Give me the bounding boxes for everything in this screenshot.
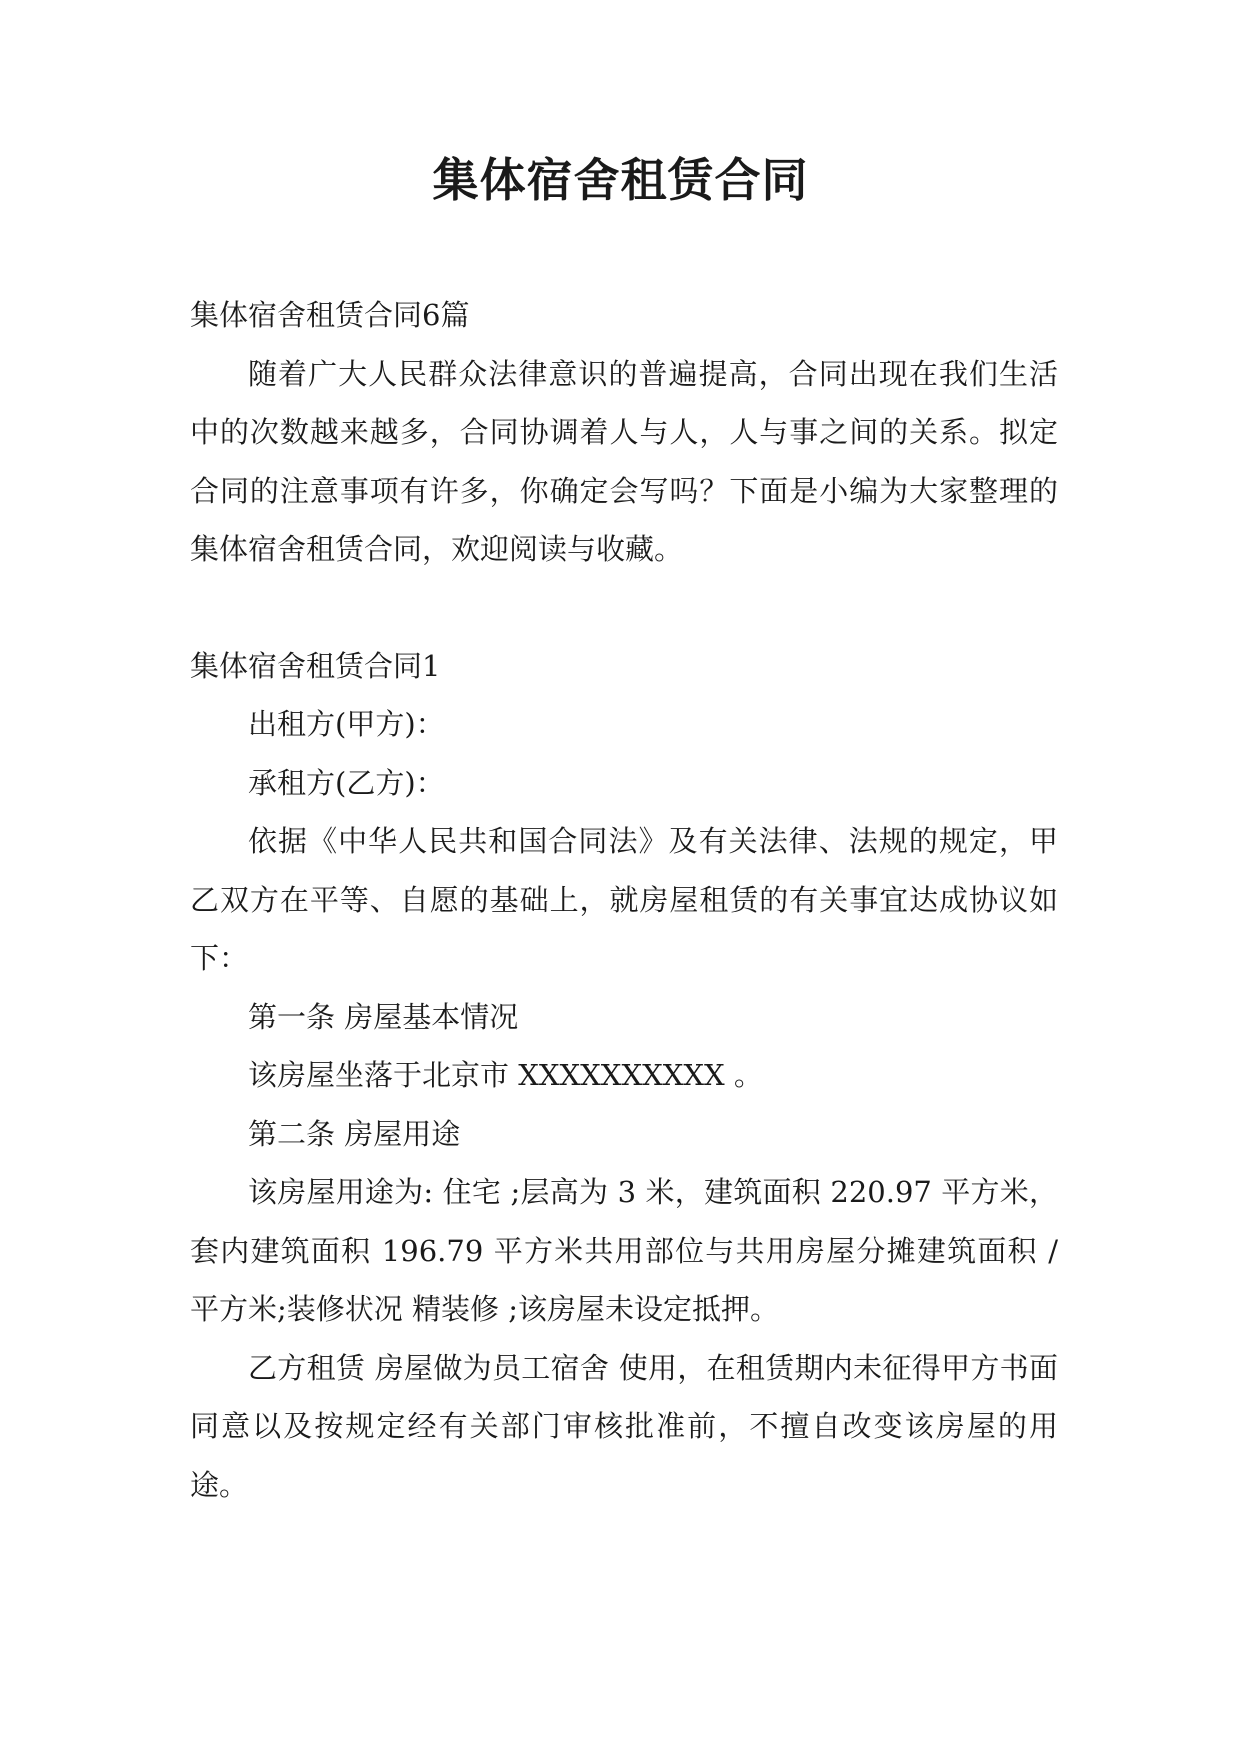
article-2-body: 该房屋用途为: 住宅 ;层高为 3 米，建筑面积 220.97 平方米，套内建筑面积 196.79 平方米共用部位与共用房屋分摊建筑面积 / 平方米;装修状况 精装修 ;该房屋未设定抵押。 bbox=[190, 1175, 1058, 1326]
paragraph-gap bbox=[190, 579, 1058, 637]
document-title: 集体宿舍租赁合同 bbox=[432, 153, 809, 207]
article-2-usage: 乙方租赁 房屋做为员工宿舍 使用，在租赁期内未征得甲方书面同意以及按规定经有关部门审核批准前，不擅自改变该房屋的用途。 bbox=[190, 1350, 1058, 1502]
basis-paragraph: 依据《中华人民共和国合同法》及有关法律、法规的规定，甲乙双方在平等、自愿的基础上，就房屋租赁的有关事宜达成协议如下： bbox=[190, 824, 1058, 975]
intro-paragraph: 随着广大人民群众法律意识的普遍提高，合同出现在我们生活中的次数越来越多，合同协调着人与人，人与事之间的关系。拟定合同的注意事项有许多，你确定会写吗？下面是小编为大家整理的集体宿舍租赁合同，欢迎阅读与收藏。 bbox=[190, 356, 1058, 566]
document-subtitle: 集体宿舍租赁合同6篇 bbox=[190, 298, 470, 332]
party-b-line: 承租方(乙方)： bbox=[248, 765, 445, 800]
article-1-heading: 第一条 房屋基本情况 bbox=[248, 999, 519, 1034]
article-1-body: 该房屋坐落于北京市 XXXXXXXXXX 。 bbox=[248, 1058, 763, 1092]
party-a-line: 出租方(甲方)： bbox=[248, 707, 445, 741]
section-heading: 集体宿舍租赁合同1 bbox=[190, 648, 441, 683]
document-body bbox=[190, 286, 1058, 1514]
article-2-heading: 第二条 房屋用途 bbox=[248, 1116, 461, 1151]
